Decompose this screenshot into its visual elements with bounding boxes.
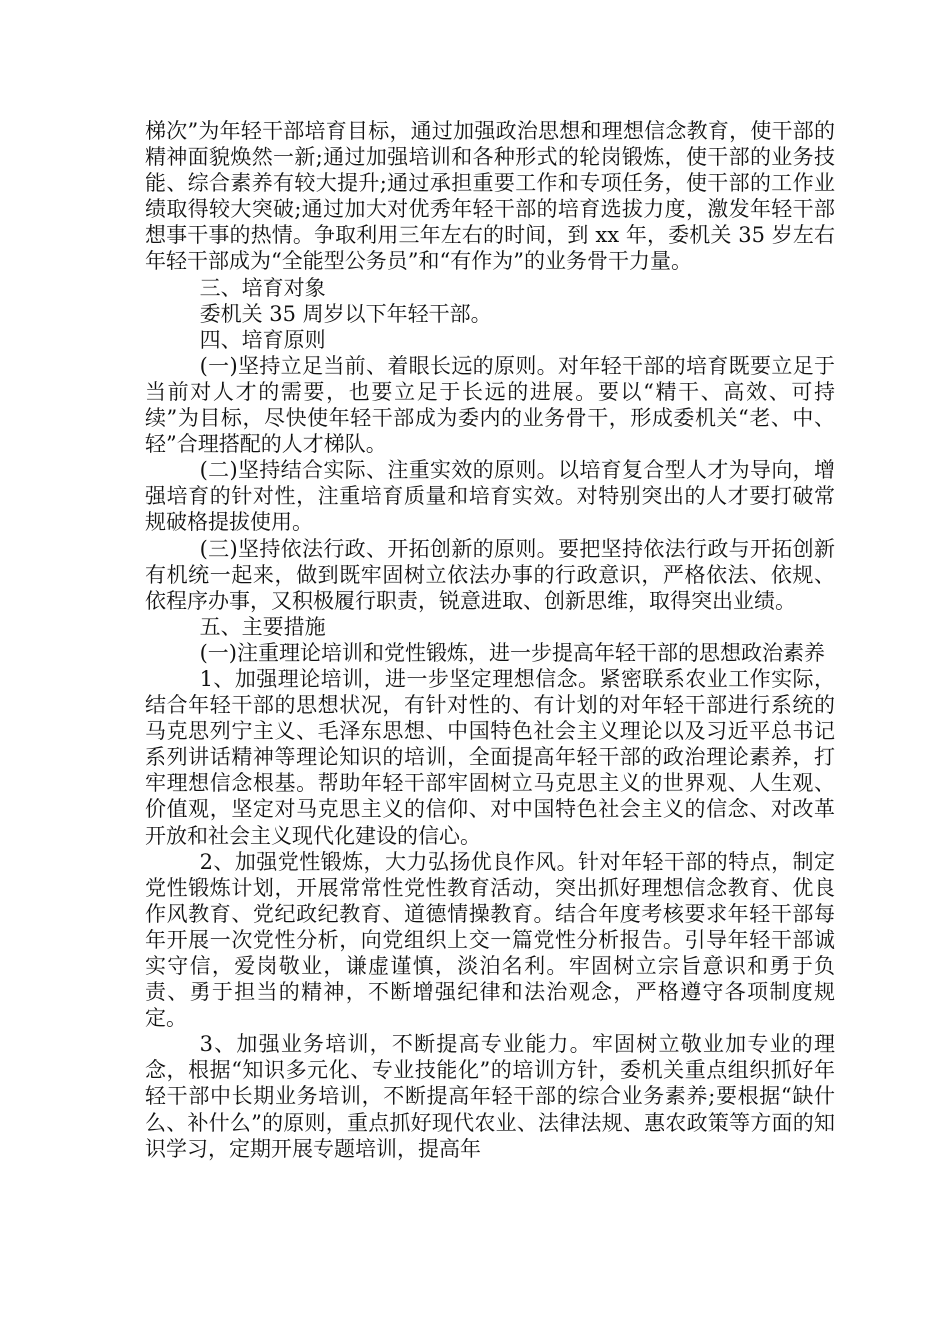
section-heading-principles: 四、培育原则 <box>199 327 326 352</box>
paragraph-principle-1: (一)坚持立足当前、着眼长远的原则。对年轻干部的培育既要立足于当前对人才的需要，也要立足于长远的进展。要以“精干、高效、可持续”为目标，尽快使年轻干部成为委内的业务骨干，形成委机关“老、中、轻”合理搭配的人才梯队。 <box>145 353 835 457</box>
subheading-measure-1: (一)注重理论培训和党性锻炼，进一步提高年轻干部的思想政治素养 <box>199 640 825 665</box>
document-page <box>145 118 835 1162</box>
paragraph-measure-1-2: 2、加强党性锻炼，大力弘扬优良作风。针对年轻干部的特点，制定党性锻炼计划，开展常常性党性教育活动，突出抓好理想信念教育、优良作风教育、党纪政纪教育、道德情操教育。结合年度考核要求年轻干部每年开展一次党性分析，向党组织上交一篇党性分析报告。引导年轻干部诚实守信，爱岗敬业，谦虚谨慎，淡泊名利。牢固树立宗旨意识和勇于负责、勇于担当的精神，不断增强纪律和法治观念，严格遵守各项制度规定。 <box>145 849 835 1031</box>
paragraph-measure-1-1: 1、加强理论培训，进一步坚定理想信念。紧密联系农业工作实际，结合年轻干部的思想状况，有针对性的、有计划的对年轻干部进行系统的马克思列宁主义、毛泽东思想、中国特色社会主义理论以及习近平总书记系列讲话精神等理论知识的培训，全面提高年轻干部的政治理论素养，打牢理想信念根基。帮助年轻干部牢固树立马克思主义的世界观、人生观、价值观，坚定对马克思主义的信仰、对中国特色社会主义的信念、对改革开放和社会主义现代化建设的信心。 <box>145 666 835 848</box>
paragraph-measure-1-3: 3、加强业务培训，不断提高专业能力。牢固树立敬业加专业的理念，根据“知识多元化、专业技能化”的培训方针，委机关重点组织抓好年轻干部中长期业务培训，不断提高年轻干部的综合业务素养;要根据“缺什么、补什么”的原则，重点抓好现代农业、法律法规、惠农政策等方面的知识学习，定期开展专题培训，提高年 <box>145 1032 835 1161</box>
paragraph-principle-3: (三)坚持依法行政、开拓创新的原则。要把坚持依法行政与开拓创新有机统一起来，做到既牢固树立依法办事的行政意识，严格依法、依规、依程序办事，又积极履行职责，锐意进取、创新思维，取得突出业绩。 <box>145 536 835 613</box>
section-heading-targets: 三、培育对象 <box>199 275 326 300</box>
paragraph-goals: 梯次”为年轻干部培育目标，通过加强政治思想和理想信念教育，使干部的精神面貌焕然一新;通过加强培训和各种形式的轮岗锻炼，使干部的业务技能、综合素养有较大提升;通过承担重要工作和专项任务，使干部的工作业绩取得较大突破;通过加大对优秀年轻干部的培育选拔力度，激发年轻干部想事干事的热情。争取利用三年左右的时间，到 xx 年，委机关 35 岁左右年轻干部成为“全能型公务员”和“有作为”的业务骨干力量。 <box>145 119 835 274</box>
section-heading-measures: 五、主要措施 <box>199 614 326 639</box>
paragraph-principle-2: (二)坚持结合实际、注重实效的原则。以培育复合型人才为导向，增强培育的针对性，注重培育质量和培育实效。对特别突出的人才要打破常规破格提拔使用。 <box>145 458 835 535</box>
paragraph-targets: 委机关 35 周岁以下年轻干部。 <box>199 301 492 326</box>
